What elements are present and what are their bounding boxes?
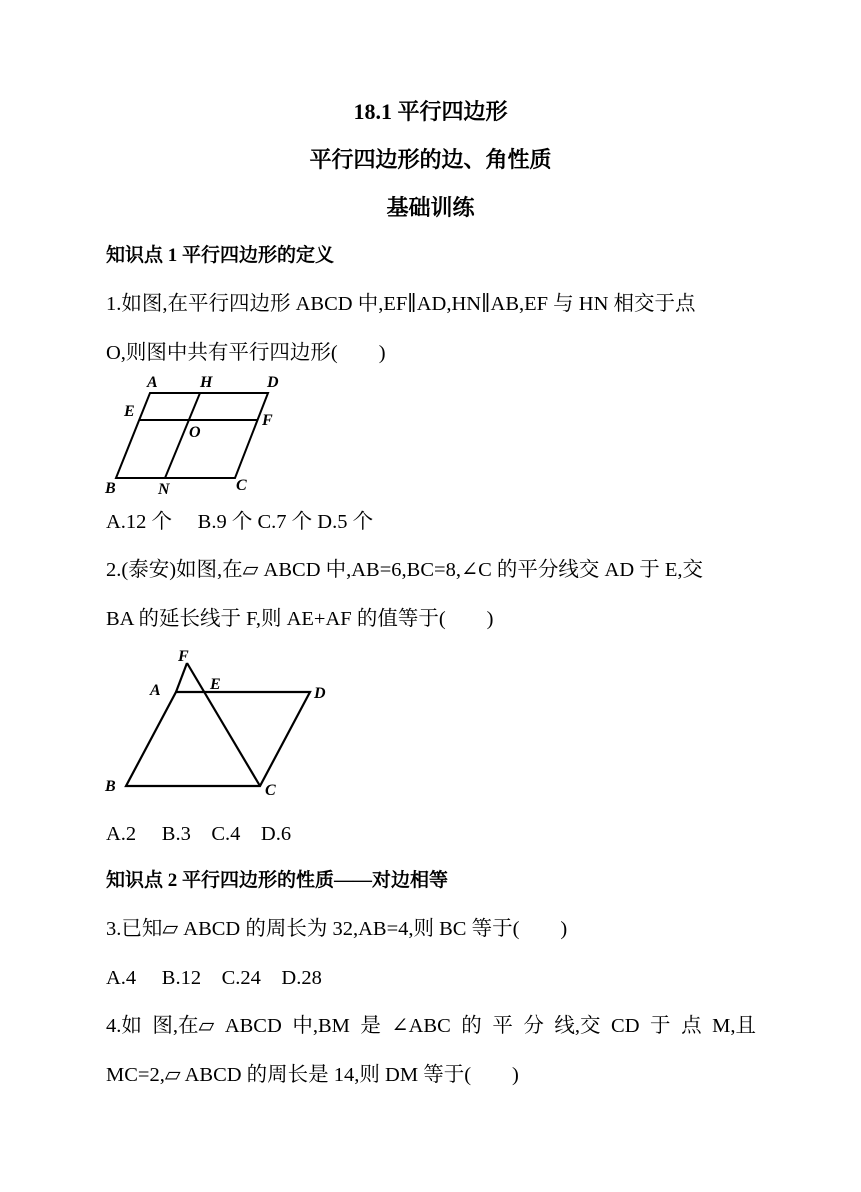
- training-heading: 基础训练: [386, 195, 475, 220]
- q4-text-line2: MC=2,▱ ABCD 的周长是 14,则 DM 等于( ): [106, 1064, 519, 1086]
- q4-word: 是: [360, 1015, 381, 1037]
- q1-label-n: N: [158, 481, 170, 498]
- q4-text-line1: [106, 1016, 756, 1037]
- q2-options: A.2 B.3 C.4 D.6: [106, 823, 292, 845]
- q2-text-line1: 2.(泰安)如图,在▱ ABCD 中,AB=6,BC=8,∠C 的平分线交 AD 于 E,交: [106, 559, 704, 581]
- q1-figure: [100, 368, 300, 503]
- q4-word: ∠ABC: [391, 1015, 451, 1037]
- q1-label-h: H: [200, 374, 213, 391]
- q2-label-b: B: [105, 778, 116, 795]
- subtitle: 平行四边形的边、角性质: [309, 147, 552, 172]
- q2-label-d: D: [314, 685, 326, 702]
- section-title: 18.1 平行四边形: [353, 99, 508, 124]
- q4-word: M,且: [712, 1015, 756, 1037]
- q1-label-c: C: [236, 477, 247, 494]
- q2-line-fc: [187, 663, 260, 786]
- knowledge-point-2: 知识点 2 平行四边形的性质——对边相等: [106, 870, 449, 891]
- q1-options: A.12 个 B.9 个 C.7 个 D.5 个: [106, 511, 374, 533]
- q4-word: 图,在▱: [152, 1015, 215, 1037]
- q1-label-a: A: [147, 374, 158, 391]
- knowledge-point-1: 知识点 1 平行四边形的定义: [106, 245, 335, 266]
- q4-word: 于: [650, 1015, 671, 1037]
- q1-label-b: B: [105, 480, 116, 497]
- q4-word: 分: [523, 1015, 544, 1037]
- q3-options: A.4 B.12 C.24 D.28: [106, 967, 322, 989]
- q1-text-line2: O,则图中共有平行四边形( ): [106, 342, 386, 364]
- q4-word: 点: [681, 1015, 702, 1037]
- q4-word: 线,交: [554, 1015, 601, 1037]
- q1-label-f: F: [262, 412, 273, 429]
- q2-text-line2: BA 的延长线于 F,则 AE+AF 的值等于( ): [106, 608, 494, 630]
- q4-word: ABCD: [224, 1015, 282, 1037]
- q4-word: 中,BM: [292, 1015, 350, 1037]
- q3-text: 3.已知▱ ABCD 的周长为 32,AB=4,则 BC 等于( ): [106, 918, 568, 940]
- q2-label-a: A: [150, 682, 161, 699]
- q2-figure: [100, 645, 340, 805]
- q2-label-e: E: [210, 676, 221, 693]
- q2-line-af: [176, 663, 187, 692]
- q4-word: 平: [492, 1015, 513, 1037]
- q4-word: CD: [611, 1015, 640, 1037]
- q1-label-o: O: [189, 424, 201, 441]
- q2-parallelogram: [126, 692, 310, 786]
- q1-label-d: D: [267, 374, 279, 391]
- q1-text-line1: 1.如图,在平行四边形 ABCD 中,EF∥AD,HN∥AB,EF 与 HN 相交于点: [106, 293, 696, 315]
- q2-label-c: C: [265, 782, 276, 799]
- q4-word: 的: [461, 1015, 482, 1037]
- q2-label-f: F: [178, 648, 189, 665]
- q4-word: 4.如: [106, 1015, 142, 1037]
- q1-label-e: E: [124, 403, 135, 420]
